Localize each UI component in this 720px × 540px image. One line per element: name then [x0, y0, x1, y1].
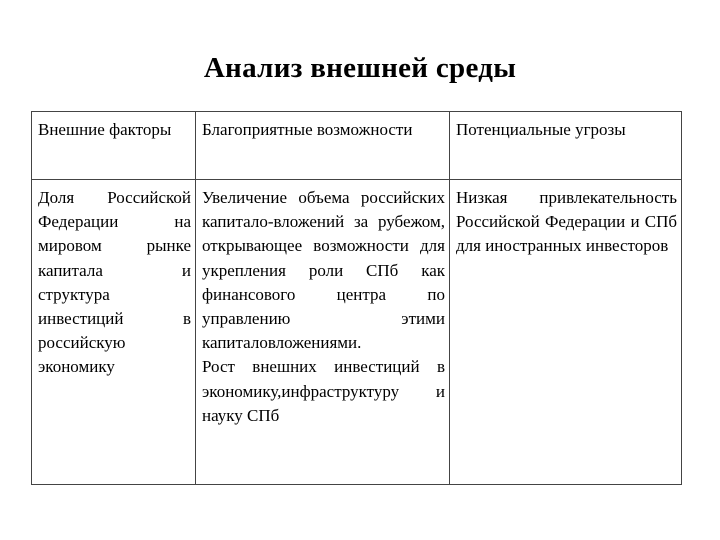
- table-row: [32, 180, 682, 485]
- cell-threat: Низкая привлекательность Российской Федерации и СПб для иностранных инвесторов: [450, 180, 682, 485]
- analysis-table: [31, 111, 682, 485]
- opportunity-text-1: Увеличение объема российских капитало-вложений за рубежом, открывающее возможности для укрепления роли СПб как финансового центра по управлению этими капиталовложениями.: [202, 188, 445, 353]
- header-external-factors: Внешние факторы: [32, 112, 196, 180]
- page-title: Анализ внешней среды: [203, 52, 517, 84]
- header-threats: Потенциальные угрозы: [450, 112, 682, 180]
- cell-factor: Доля Российской Федерации на мировом рынке капитала и структура инвестиций в российскую экономику: [32, 180, 196, 485]
- table-header-row: [32, 112, 682, 180]
- opportunity-text-2: Рост внешних инвестиций в экономику,инфраструктуру и науку СПб: [202, 357, 445, 425]
- cell-opportunities: [196, 180, 450, 485]
- header-opportunities: Благоприятные возможности: [196, 112, 450, 180]
